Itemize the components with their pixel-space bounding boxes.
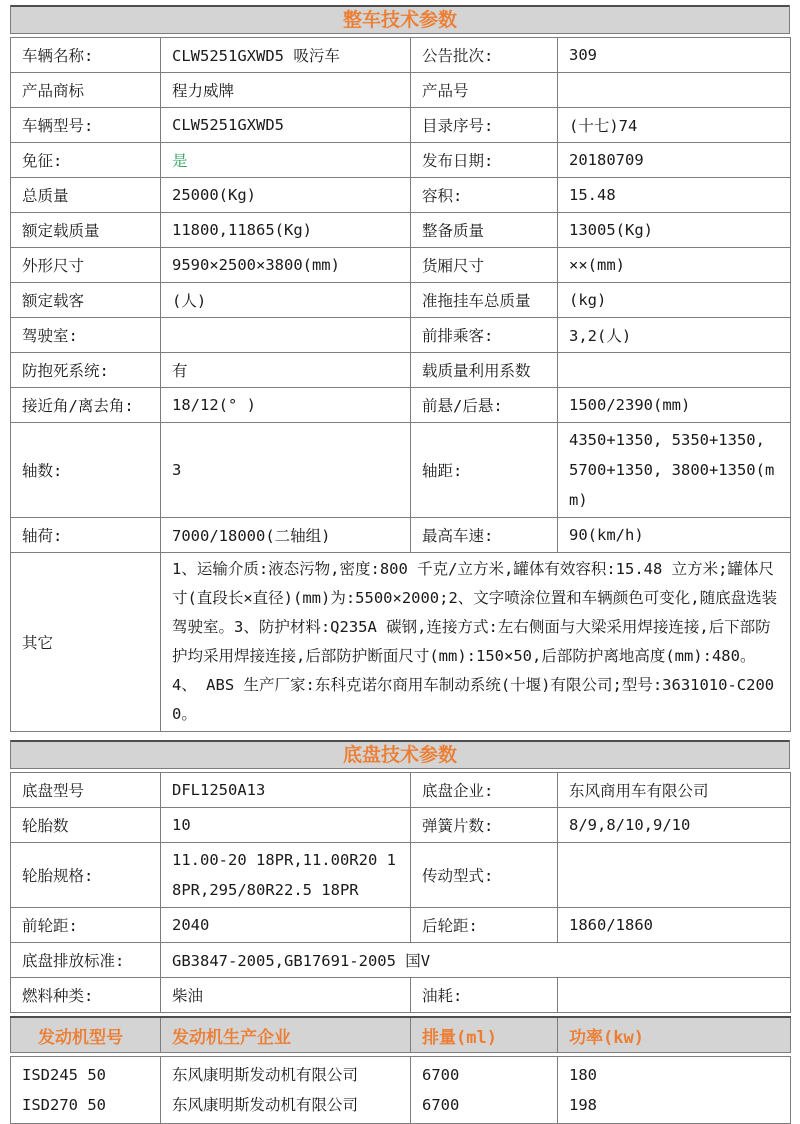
spec-value: (kg) [558, 283, 791, 318]
spec-label: 额定载客 [11, 283, 161, 318]
spec-label: 轴距: [411, 423, 558, 518]
spec-label: 免征: [11, 143, 161, 178]
spec-value-wheelbase: 4350+1350, 5350+1350, 5700+1350, 3800+1350(mm) [558, 423, 791, 518]
spec-label: 额定载质量 [11, 213, 161, 248]
chassis-section-title: 底盘技术参数 [10, 740, 790, 769]
spec-value: 9590×2500×3800(mm) [161, 248, 411, 283]
table-row-fuel [11, 978, 791, 1013]
spec-label: 目录序号: [411, 108, 558, 143]
spec-label: 轴荷: [11, 518, 161, 553]
engine-power-cell [558, 1057, 791, 1124]
spec-value [558, 353, 791, 388]
table-row [11, 248, 791, 283]
spec-label: 燃料种类: [11, 978, 161, 1013]
chassis-spec-table [10, 772, 791, 1013]
spec-value: 2040 [161, 908, 411, 943]
spec-value: CLW5251GXWD5 [161, 108, 411, 143]
spec-value: 有 [161, 353, 411, 388]
table-row [11, 178, 791, 213]
engine-table [10, 1056, 791, 1124]
engine-header-row [10, 1016, 791, 1053]
engine-power: 198 [569, 1096, 597, 1114]
spec-value: 90(km/h) [558, 518, 791, 553]
table-row-engine-header [11, 1017, 791, 1053]
spec-value: 11800,11865(Kg) [161, 213, 411, 248]
engine-model: ISD270 50 [22, 1096, 106, 1114]
spec-value [161, 318, 411, 353]
spec-label: 驾驶室: [11, 318, 161, 353]
spec-value: 10 [161, 808, 411, 843]
engine-displacement-cell [411, 1057, 558, 1124]
spec-label: 传动型式: [411, 843, 558, 908]
vehicle-spec-table [10, 37, 791, 732]
spec-value: 柴油 [161, 978, 411, 1013]
engine-model-cell [11, 1057, 161, 1124]
spec-value-emission: GB3847-2005,GB17691-2005 国V [161, 943, 791, 978]
spec-value: CLW5251GXWD5 吸污车 [161, 38, 411, 73]
spec-label: 载质量利用系数 [411, 353, 558, 388]
spec-value: (十七)74 [558, 108, 791, 143]
engine-col-header-model: 发动机型号 [11, 1017, 161, 1053]
spec-value: DFL1250A13 [161, 773, 411, 808]
table-row [11, 283, 791, 318]
spec-value: 20180709 [558, 143, 791, 178]
spec-label: 底盘企业: [411, 773, 558, 808]
engine-maker-cell [161, 1057, 411, 1124]
spec-label: 前排乘客: [411, 318, 558, 353]
spec-label: 总质量 [11, 178, 161, 213]
engine-col-header-maker: 发动机生产企业 [161, 1017, 411, 1053]
spec-label: 货厢尺寸 [411, 248, 558, 283]
engine-displacement: 6700 [422, 1096, 460, 1114]
table-row [11, 353, 791, 388]
spec-label: 容积: [411, 178, 558, 213]
table-row [11, 213, 791, 248]
table-row [11, 808, 791, 843]
spec-label: 接近角/离去角: [11, 388, 161, 423]
spec-value [558, 843, 791, 908]
engine-col-header-power: 功率(kw) [558, 1017, 791, 1053]
spec-label-emission: 底盘排放标准: [11, 943, 161, 978]
spec-value-exempt: 是 [161, 143, 411, 178]
spec-label: 油耗: [411, 978, 558, 1013]
table-row [11, 318, 791, 353]
table-row [11, 518, 791, 553]
spec-label: 公告批次: [411, 38, 558, 73]
spec-value-other-notes: 1、运输介质:液态污物,密度:800 千克/立方米,罐体有效容积:15.48 立方米;罐体尺寸(直段长×直径)(mm)为:5500×2000;2、文字喷涂位置和车辆颜色可变化,随底盘选装驾驶室。3、防护材料:Q235A 碳钢,连接方式:左右侧面与大梁采用焊接连接,后下部防护均采用焊接连接,后部防护断面尺寸(mm):150×50,后部防护离地高度(mm):480。4、 ABS 生产厂家:东科克诺尔商用车制动系统(十堰)有限公司;型号:3631010-C2000。 [161, 553, 791, 732]
spec-value: 7000/18000(二轴组) [161, 518, 411, 553]
engine-maker: 东风康明斯发动机有限公司 [172, 1096, 359, 1114]
table-row [11, 388, 791, 423]
spec-value-tires: 11.00-20 18PR,11.00R20 18PR,295/80R22.5 18PR [161, 843, 411, 908]
spec-value: 15.48 [558, 178, 791, 213]
spec-label: 产品号 [411, 73, 558, 108]
spec-value: 18/12(° ) [161, 388, 411, 423]
spec-label: 产品商标 [11, 73, 161, 108]
engine-maker: 东风康明斯发动机有限公司 [172, 1066, 359, 1084]
table-row [11, 773, 791, 808]
vehicle-section-title: 整车技术参数 [10, 5, 790, 34]
spec-label: 准拖挂车总质量 [411, 283, 558, 318]
spec-label: 外形尺寸 [11, 248, 161, 283]
spec-value: 3,2(人) [558, 318, 791, 353]
spec-value: 309 [558, 38, 791, 73]
table-row [11, 143, 791, 178]
spec-value [558, 73, 791, 108]
table-row [11, 908, 791, 943]
table-row-other [11, 553, 791, 732]
table-row-emission [11, 943, 791, 978]
table-row [11, 423, 791, 518]
spec-value: 25000(Kg) [161, 178, 411, 213]
spec-sheet [10, 5, 790, 1124]
spec-value: 程力威牌 [161, 73, 411, 108]
engine-col-header-displacement: 排量(ml) [411, 1017, 558, 1053]
spec-label: 前悬/后悬: [411, 388, 558, 423]
spec-value: 1500/2390(mm) [558, 388, 791, 423]
table-row [11, 843, 791, 908]
spec-value [558, 978, 791, 1013]
table-row [11, 38, 791, 73]
spec-label: 弹簧片数: [411, 808, 558, 843]
spec-label: 防抱死系统: [11, 353, 161, 388]
spec-value: (人) [161, 283, 411, 318]
spec-label: 后轮距: [411, 908, 558, 943]
spec-value: 1860/1860 [558, 908, 791, 943]
spec-label: 最高车速: [411, 518, 558, 553]
table-row [11, 73, 791, 108]
spec-label: 车辆型号: [11, 108, 161, 143]
engine-displacement: 6700 [422, 1066, 460, 1084]
spec-label: 整备质量 [411, 213, 558, 248]
engine-power: 180 [569, 1066, 597, 1084]
spec-label: 发布日期: [411, 143, 558, 178]
spec-label: 轮胎数 [11, 808, 161, 843]
spec-value: ××(mm) [558, 248, 791, 283]
table-row [11, 108, 791, 143]
spec-label: 底盘型号 [11, 773, 161, 808]
spec-label: 前轮距: [11, 908, 161, 943]
spec-value: 8/9,8/10,9/10 [558, 808, 791, 843]
spec-value: 3 [161, 423, 411, 518]
spec-value: 13005(Kg) [558, 213, 791, 248]
engine-model: ISD245 50 [22, 1066, 106, 1084]
spec-value: 东风商用车有限公司 [558, 773, 791, 808]
spec-label: 轴数: [11, 423, 161, 518]
spec-label: 车辆名称: [11, 38, 161, 73]
table-row-engines [11, 1057, 791, 1124]
spec-label: 轮胎规格: [11, 843, 161, 908]
spec-label-other: 其它 [11, 553, 161, 732]
